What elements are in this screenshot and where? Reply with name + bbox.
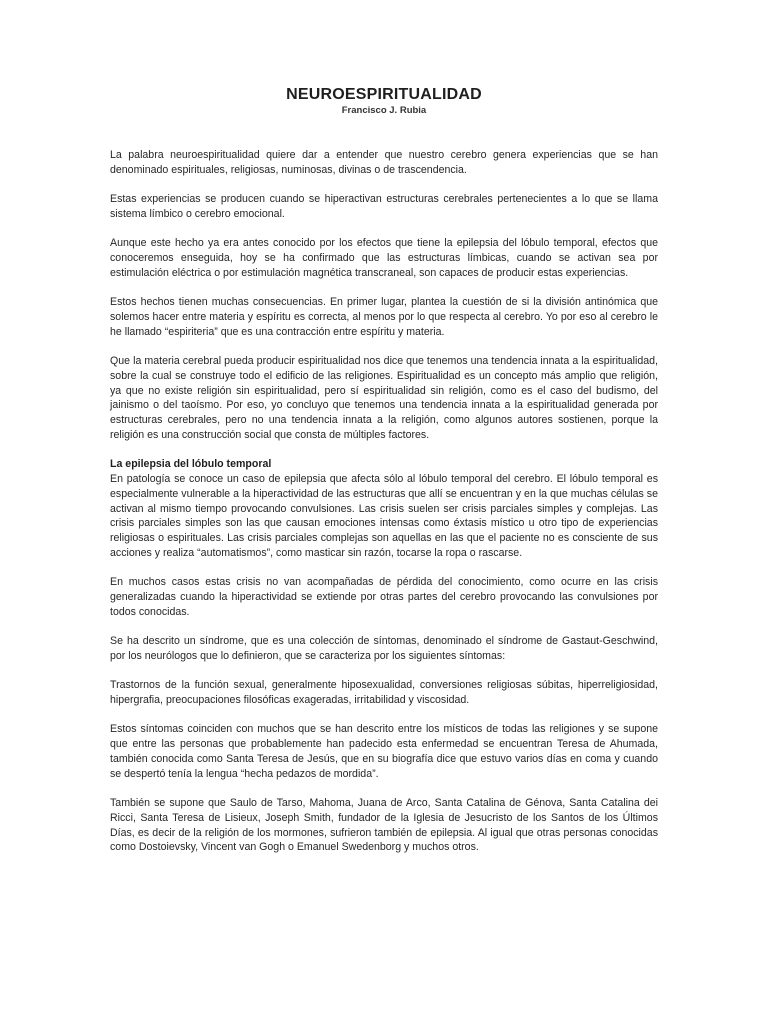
paragraph-1: La palabra neuroespiritualidad quiere dar a entender que nuestro cerebro genera experiencias que se han denominado espirituales, religiosas, numinosas, divinas o de trascendencia. [110, 149, 658, 176]
section-paragraph-3: Se ha descrito un síndrome, que es una colección de síntomas, denominado el síndrome de Gastaut-Geschwind, por los neurólogos que lo definieron, que se caracteriza por los siguientes síntomas: [110, 635, 658, 663]
document-title: NEUROESPIRITUALIDAD [286, 86, 482, 103]
paragraph-2: Estas experiencias se producen cuando se hiperactivan estructuras cerebrales pertenecientes a lo que se llama sistema límbico o cerebro emocional. [110, 193, 658, 220]
section-paragraph-5: Estos síntomas coinciden con muchos que se han descrito entre los místicos de todas las religiones y se supone que entre las personas que probablemente han padecido esta enfermedad se encuentran Teresa de Ahumada, también conocida como Santa Teresa de Jesús, que en su biografía dice que estuvo varios días en coma y cuando se despertó tenía la lengua “hecha pedazos de mordida”. [110, 723, 658, 780]
section-heading: La epilepsia del lóbulo temporal [110, 458, 272, 471]
paragraph-4: Estos hechos tienen muchas consecuencias. En primer lugar, plantea la cuestión de si la división antinómica que solemos hacer entre materia y espíritu es correcta, al menos por lo que respecta al cerebro. Yo por eso al cerebro le he llamado “espiriteria” que es una contracción entre espíritu y materia. [110, 296, 658, 338]
paragraph-3: Aunque este hecho ya era antes conocido por los efectos que tiene la epilepsia del lóbulo temporal, efectos que conoceremos enseguida, hoy se ha confirmado que las estructuras límbicas, cuando se activan sea por estimulación eléctrica o por estimulación magnética transcraneal, son capaces de producir estas experiencias. [110, 237, 658, 279]
section-paragraph-4: Trastornos de la función sexual, generalmente hiposexualidad, conversiones religiosas súbitas, hiperreligiosidad, hipergrafia, preocupaciones filosóficas exageradas, irritabilidad y viscosidad. [110, 679, 658, 707]
section-paragraph-2: En muchos casos estas crisis no van acompañadas de pérdida del conocimiento, como ocurre en las crisis generalizadas cuando la hiperactividad se extiende por otras partes del cerebro provocando las convulsiones por todos conocidas. [110, 576, 658, 618]
section-paragraph-6: También se supone que Saulo de Tarso, Mahoma, Juana de Arco, Santa Catalina de Génova, Santa Catalina dei Ricci, Santa Teresa de Lisieux, Joseph Smith, fundador de la Iglesia de Jesucristo de los Santos de los Últimos Días, es decir de la religión de los mormones, sufrieron también de epilepsia. Al igual que otras personas conocidas como Dostoievsky, Vincent van Gogh o Emanuel Swedenborg y muchos otros. [110, 797, 658, 854]
paragraph-5: Que la materia cerebral pueda producir espiritualidad nos dice que tenemos una tendencia innata a la espiritualidad, sobre la cual se construye todo el edificio de las religiones. Espiritualidad es un concepto más amplio que religión, ya que no existe religión sin espiritualidad, pero sí espiritualidad sin religión, como es el caso del budismo, del jainismo o del taoísmo. Por eso, yo concluyo que tenemos una tendencia innata a la espiritualidad generada por estructuras cerebrales, pero no una tendencia innata a la religión, como algunos autores sostienen, porque la religión es una construcción social que consta de múltiples factores. [110, 354, 658, 441]
section-paragraph-1: En patología se conoce un caso de epilepsia que afecta sólo al lóbulo temporal del cerebro. El lóbulo temporal es especialmente vulnerable a la hiperactividad de las estructuras que allí se encuentran y en la que muchas células se activan al mismo tiempo provocando convulsiones. Las crisis suelen ser crisis parciales simples y complejas. Las crisis parciales simples son las que causan emociones intensas como éxtasis místico u otro tipo de experiencias religiosas o espirituales. Las crisis parciales complejas son aquellas en las que el paciente no es consciente de sus acciones y realiza “automatismos”, como masticar sin razón, tocarse la ropa o rascarse. [110, 473, 658, 560]
document-author: Francisco J. Rubia [341, 105, 427, 116]
document-body [110, 148, 658, 855]
